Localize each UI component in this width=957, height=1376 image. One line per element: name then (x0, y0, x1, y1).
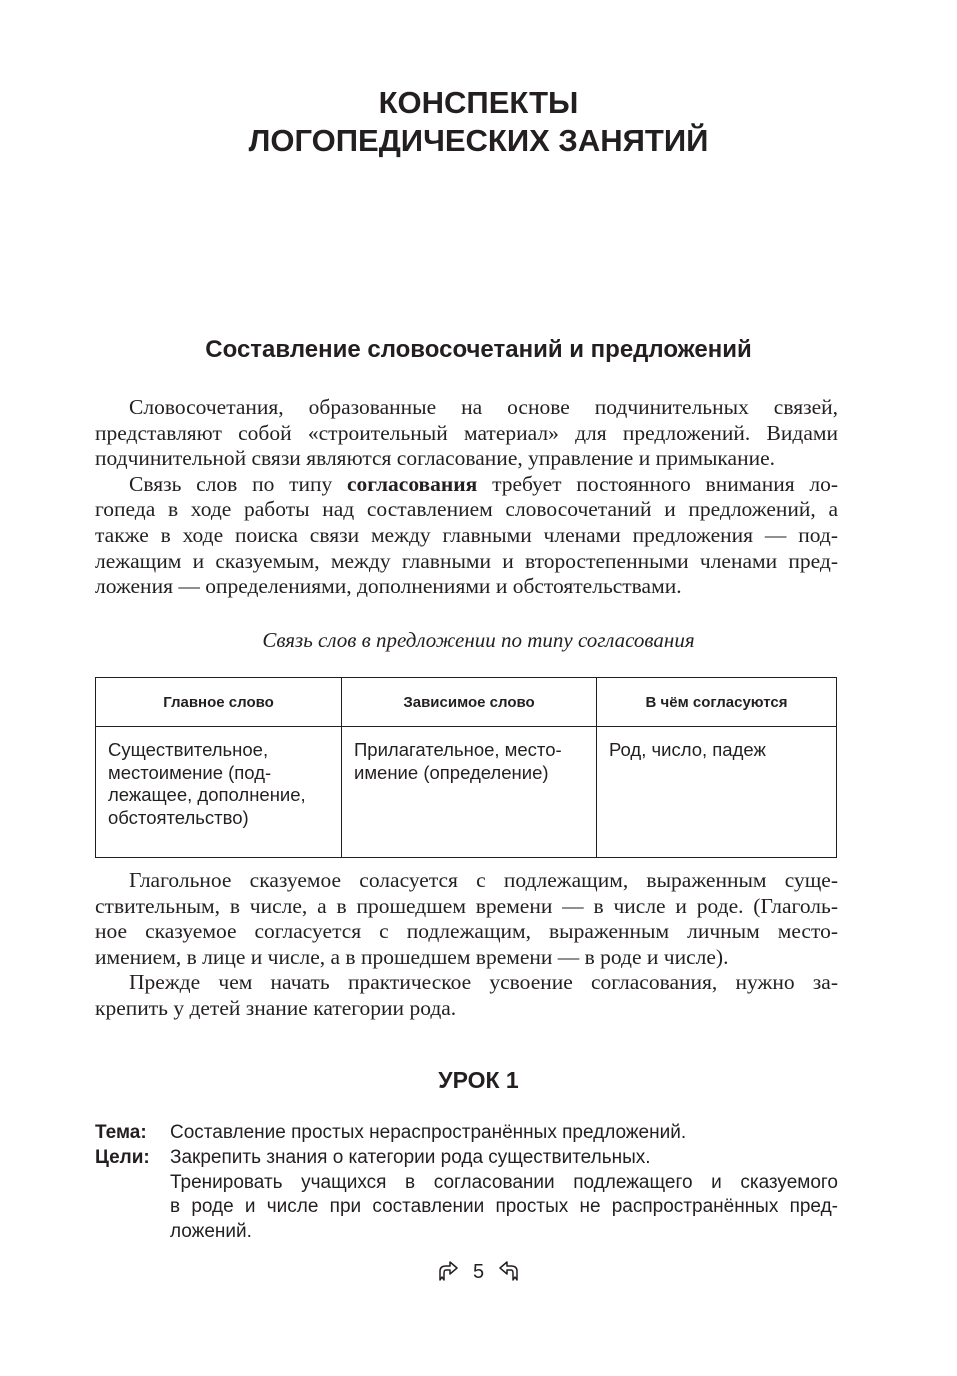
lesson-heading: УРОК 1 (438, 1067, 519, 1093)
topic-label: Тема: (95, 1122, 147, 1143)
cell-line: имение (определение) (354, 761, 549, 783)
text-line: Глагольное сказуемое соласуется с подлежащим, выраженным суще- (129, 868, 838, 892)
text-line: подчинительной связи являются согласование, управление и примыкание. (95, 446, 776, 471)
text-line: Словосочетания, образованные на основе подчинительных связей, (129, 395, 838, 419)
text: Связь слов по типу (129, 471, 348, 496)
text-line (95, 472, 838, 498)
text-line: в роде и числе при составлении простых не распространённых пред- (170, 1196, 838, 1217)
cell-line: обстоятельство) (108, 806, 249, 828)
arrow-forward-bookmark-icon (437, 1260, 459, 1282)
text-line: также в ходе поиска связи между главными членами предложения — под- (95, 522, 838, 547)
page-footer (0, 1260, 957, 1284)
cell-line: Род, число, падеж (609, 739, 766, 760)
page-title (0, 84, 957, 160)
table-caption: Связь слов в предложении по типу согласования (262, 628, 695, 652)
table-cell (597, 727, 837, 858)
text-line: Закрепить знания о категории рода существительных. (170, 1147, 651, 1168)
agreement-table (95, 677, 837, 858)
cell-line: местоимение (под- (108, 761, 272, 783)
text-line: Тренировать учащихся в согласовании подлежащего и сказуемого (170, 1171, 838, 1193)
topic-text: Составление простых нераспространённых предложений. (170, 1122, 687, 1143)
table-cell (342, 727, 597, 858)
text-line: Прежде чем начать практическое усвоение согласования, нужно за- (129, 970, 838, 995)
page-number: 5 (472, 1261, 485, 1283)
cell-line: Существительное, (108, 739, 269, 760)
text-line: крепить у детей знание категории рода. (95, 995, 457, 1020)
title-line: КОНСПЕКТЫ (378, 85, 579, 120)
section-heading: Составление словосочетаний и предложений (205, 336, 752, 363)
text-line: ное сказуемое согласуется с подлежащим, выраженным личным место- (95, 919, 838, 944)
table-cell (96, 727, 342, 858)
text-line: ствительным, в числе, а в прошедшем времени — в числе и роде. (Глаголь- (95, 893, 838, 918)
text-line: ложений. (170, 1220, 252, 1242)
table-header-row (96, 678, 837, 727)
paragraph-after-table (95, 868, 838, 1022)
goals-label: Цели: (95, 1147, 150, 1168)
text-line: представляют собой «строительный материал» для предложений. Видами (95, 420, 838, 445)
text-line: гопеда в ходе работы над составлением словосочетаний и предложений, а (95, 497, 838, 522)
goals-text (170, 1146, 838, 1244)
bold-term: согласования (347, 471, 478, 496)
column-header: Зависимое слово (342, 678, 597, 727)
text-line: лежащим и сказуемым, между главными и второстепенными членами пред- (95, 548, 838, 573)
paragraph-intro-1 (95, 395, 838, 600)
text: требует постоянного внимания ло- (477, 471, 839, 496)
text-line: ложения — определениями, дополнениями и обстоятельствами. (95, 574, 682, 599)
title-line: ЛОГОПЕДИЧЕСКИХ ЗАНЯТИЙ (248, 123, 709, 158)
cell-line: лежащее, дополнение, (108, 784, 306, 805)
cell-line: Прилагательное, место- (354, 739, 562, 760)
column-header: Главное слово (96, 678, 342, 727)
arrow-back-bookmark-icon (498, 1260, 520, 1282)
table-row (96, 727, 837, 858)
text-line: имением, в лице и числе, а в прошедшем времени — в роде и числе). (95, 944, 729, 969)
column-header: В чём согласуются (597, 678, 837, 727)
